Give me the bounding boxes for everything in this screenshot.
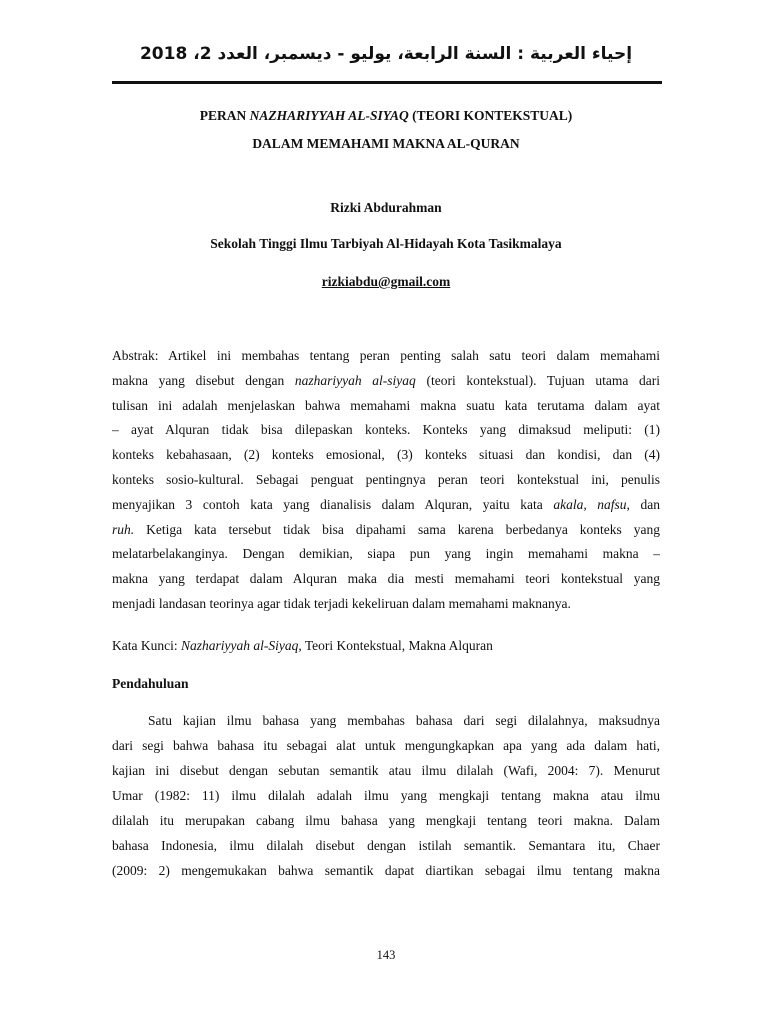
title-line-1 bbox=[112, 102, 660, 130]
keywords-italic: Nazhariyyah al-Siyaq bbox=[180, 638, 299, 653]
title-line-1-start: PERAN bbox=[199, 108, 250, 123]
abstract-term: akala, nafsu, bbox=[553, 496, 630, 512]
author-email[interactable]: rizkiabdu@gmail.com bbox=[321, 274, 451, 289]
title-line-1-end: (TEORI KONTEKSTUAL) bbox=[408, 108, 573, 123]
abstract-text: makna yang disebut dengan bbox=[112, 372, 295, 388]
body-line: kajian ini disebut dengan sebutan semantik atau ilmu dilalah (Wafi, 2004: 7). Menurut bbox=[112, 763, 660, 778]
abstract-line: melatarbelakanginya. Dengan demikian, siapa pun yang ingin memahami makna – bbox=[112, 546, 660, 562]
author-name: Rizki Abdurahman bbox=[330, 200, 442, 215]
title-line-1-italic: NAZHARIYYAH AL-SIYAQ bbox=[249, 108, 409, 123]
header-rule bbox=[112, 81, 662, 84]
body-line: bahasa Indonesia, ilmu dilalah disebut dengan istilah semantik. Semantara itu, Chaer bbox=[112, 838, 660, 853]
keywords bbox=[112, 636, 660, 656]
author-affiliation: Sekolah Tinggi Ilmu Tarbiyah Al-Hidayah Kota Tasikmalaya bbox=[210, 236, 562, 251]
abstract-text: menyajikan 3 contoh kata yang dianalisis dalam Alquran, yaitu kata bbox=[112, 496, 554, 512]
body-line: dari segi bahwa bahasa itu sebagai alat untuk mengungkapkan apa yang ada dalam hati, bbox=[112, 738, 660, 753]
body-line: (2009: 2) mengemukakan bahwa semantik dapat diartikan sebagai ilmu tentang makna bbox=[112, 863, 660, 878]
abstract-line: – ayat Alquran tidak bisa dilepaskan konteks. Konteks yang dimaksud meliputi: (1) bbox=[112, 422, 660, 438]
abstract-line: makna yang terdapat dalam Alquran maka dia mesti memahami teori kontekstual yang bbox=[112, 571, 660, 587]
body-line: Satu kajian ilmu bahasa yang membahas bahasa dari segi dilalahnya, maksudnya bbox=[148, 713, 660, 728]
abstract-line: tulisan ini adalah menjelaskan bahwa memahami makna suatu kata terutama dalam ayat bbox=[112, 397, 660, 413]
page-number: 143 bbox=[376, 948, 396, 962]
running-header: إحياء العربية : السنة الرابعة، يوليو - ديسمبر، العدد 2، 2018 bbox=[139, 44, 633, 64]
abstract-term: nazhariyyah al-siyaq bbox=[294, 372, 416, 388]
section-heading: Pendahuluan bbox=[112, 676, 189, 691]
paper-title bbox=[112, 102, 660, 158]
abstract-line bbox=[112, 518, 660, 543]
title-line-2: DALAM MEMAHAMI MAKNA AL-QURAN bbox=[252, 136, 520, 151]
abstract-line: menjadi landasan teorinya agar tidak terjadi kekeliruan dalam memahami maknanya. bbox=[112, 595, 571, 611]
body-line: dilalah itu merupakan cabang ilmu bahasa yang mengkaji tentang teori makna. Dalam bbox=[112, 813, 660, 828]
abstract-line: konteks kebahasaan, (2) konteks emosional, (3) konteks situasi dan kondisi, dan (4) bbox=[112, 447, 660, 463]
abstract bbox=[112, 344, 660, 617]
abstract-line: Abstrak: Artikel ini membahas tentang peran penting salah satu teori dalam memahami bbox=[112, 348, 660, 363]
abstract-line bbox=[112, 493, 660, 518]
body-line: Umar (1982: 11) ilmu dilalah adalah ilmu yang mengkaji tentang makna atau ilmu bbox=[112, 788, 660, 803]
body-paragraph bbox=[112, 708, 660, 883]
abstract-term: ruh. bbox=[112, 521, 135, 537]
abstract-line: konteks sosio-kultural. Sebagai penguat pentingnya peran teori kontekstual ini, penulis bbox=[112, 471, 660, 487]
abstract-text: (teori kontekstual). Tujuan utama dari bbox=[415, 372, 660, 388]
keywords-label: Kata Kunci: bbox=[112, 638, 181, 653]
abstract-line bbox=[112, 369, 660, 394]
abstract-text: Ketiga kata tersebut tidak bisa dipahami sama karena berbedanya konteks yang bbox=[134, 521, 660, 537]
abstract-text: dan bbox=[629, 496, 660, 512]
keywords-rest: , Teori Kontekstual, Makna Alquran bbox=[298, 638, 493, 653]
